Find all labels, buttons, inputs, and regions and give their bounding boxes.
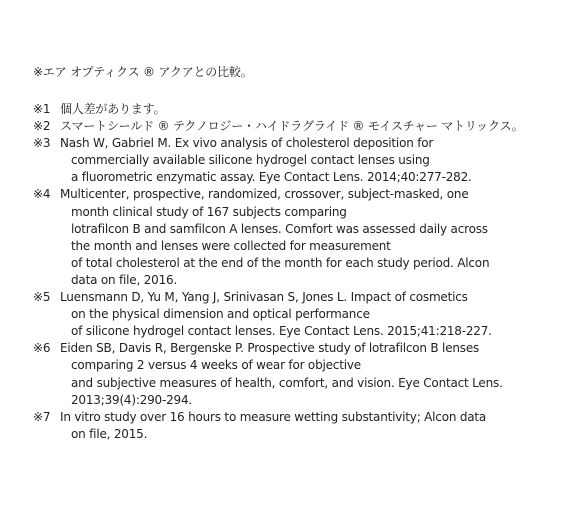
footnote-line: Multicenter, prospective, randomized, crossover, subject-masked, one: [60, 187, 469, 202]
footnote-mark: ※6: [33, 341, 51, 356]
footnote-line: of silicone hydrogel contact lenses. Eye Contact Lens. 2015;41:218-227.: [71, 324, 492, 339]
footnote-text: [60, 409, 573, 443]
footnote-item: [33, 101, 573, 118]
footnote-line: スマートシールド ® テクノロジー・ハイドラグライド ® モイスチャー マトリックス。: [60, 119, 524, 134]
footnote-text: [60, 340, 573, 408]
footnote-line: of total cholesterol at the end of the month for each study period. Alcon: [71, 255, 490, 270]
footnote-mark: ※2: [33, 119, 51, 134]
footnote-text: [60, 186, 573, 289]
footnote-line: month clinical study of 167 subjects comparing: [71, 204, 347, 219]
footnote-item: [33, 186, 573, 289]
footnote-list: [33, 101, 573, 443]
footnote-text: [60, 289, 573, 340]
footnote-mark: ※5: [33, 290, 51, 305]
footnote-text: [60, 101, 573, 118]
footnote-mark: ※7: [33, 409, 51, 424]
footnote-line: In vitro study over 16 hours to measure wetting substantivity; Alcon data: [60, 409, 487, 424]
comparison-note: ※エア オプティクス ® アクアとの比較。: [33, 65, 253, 79]
footnote-line: Luensmann D, Yu M, Yang J, Srinivasan S, Jones L. Impact of cosmetics: [60, 290, 468, 305]
footnote-line: data on file, 2016.: [71, 272, 178, 287]
footnote-line: 2013;39(4):290-294.: [71, 392, 193, 407]
footnote-mark: ※4: [33, 187, 51, 202]
footnote-line: Eiden SB, Davis R, Bergenske P. Prospective study of lotrafilcon B lenses: [60, 341, 480, 356]
footnote-mark: ※1: [33, 102, 51, 116]
footnote-item: [33, 135, 573, 186]
footnote-line: and subjective measures of health, comfort, and vision. Eye Contact Lens.: [71, 375, 503, 390]
footnote-text: [60, 135, 573, 186]
footnote-line: on file, 2015.: [71, 426, 148, 441]
footnote-line: Nash W, Gabriel M. Ex vivo analysis of cholesterol deposition for: [60, 136, 434, 151]
footnote-line: lotrafilcon B and samfilcon A lenses. Comfort was assessed daily across: [71, 221, 488, 236]
footnote-line: on the physical dimension and optical performance: [71, 307, 370, 322]
footnote-line: 個人差があります。: [60, 102, 166, 116]
footnote-mark: ※3: [33, 136, 51, 151]
footnote-item: [33, 289, 573, 340]
footnote-item: [33, 118, 573, 135]
footnote-line: commercially available silicone hydrogel contact lenses using: [71, 153, 430, 168]
footnote-line: the month and lenses were collected for measurement: [71, 238, 391, 253]
footnote-item: [33, 409, 573, 443]
footnote-text: [60, 118, 573, 135]
footnote-item: [33, 340, 573, 408]
footnote-line: a fluorometric enzymatic assay. Eye Contact Lens. 2014;40:277-282.: [71, 170, 472, 185]
footnote-line: comparing 2 versus 4 weeks of wear for objective: [71, 358, 361, 373]
